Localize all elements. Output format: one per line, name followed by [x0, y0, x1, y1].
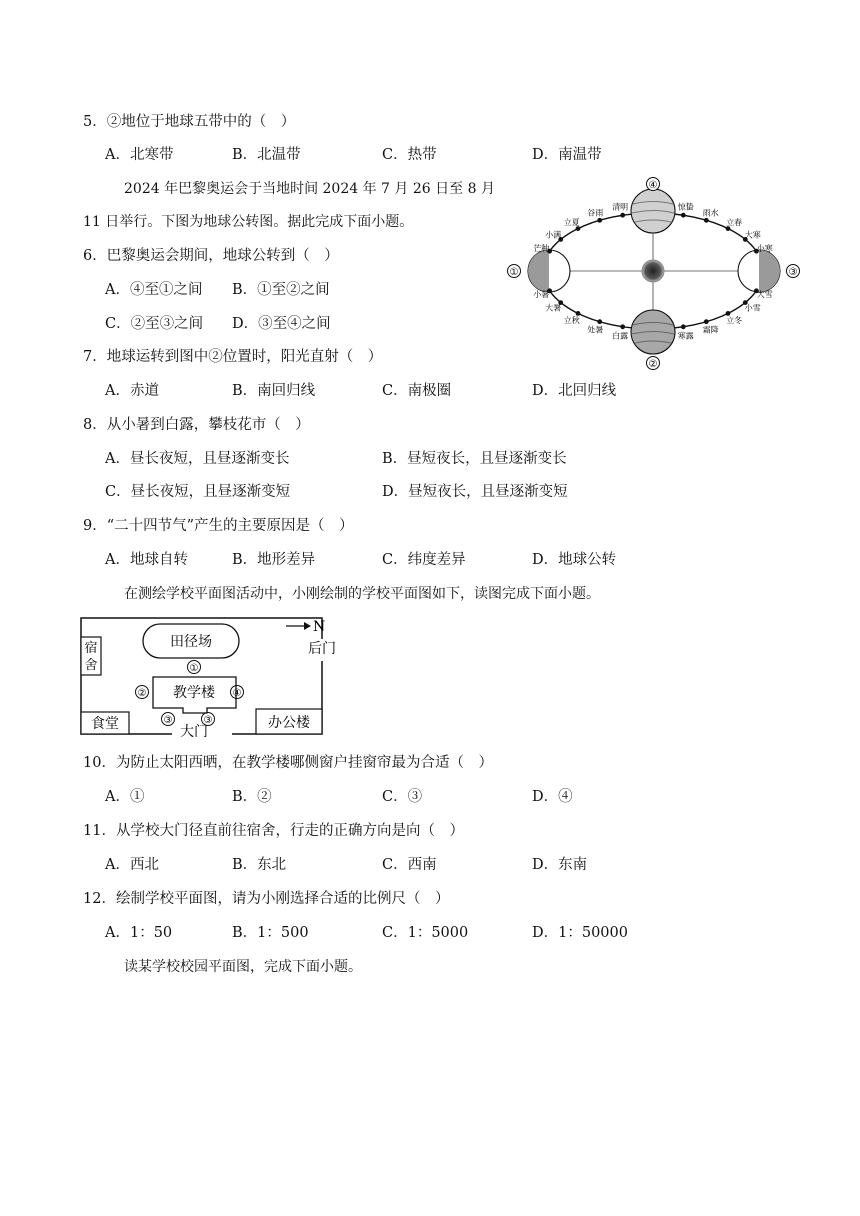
q7-option-a: A．赤道 — [105, 383, 159, 399]
intro-2: 在测绘学校平面图活动中，小刚绘制的学校平面图如下，读图完成下面小题。 — [124, 586, 600, 602]
q5-option-d: D．南温带 — [532, 147, 602, 163]
question-5: 5．②地位于地球五带中的（ ） — [83, 114, 296, 130]
q7-option-d: D．北回归线 — [532, 383, 617, 399]
q11-option-a: A．西北 — [105, 857, 159, 873]
solar-term-label: 立秋 — [563, 316, 580, 325]
dorm-label-2: 舍 — [84, 658, 98, 673]
solar-term-dot — [681, 324, 686, 329]
q8-option-d: D．昼短夜长，且昼逐渐变短 — [382, 484, 568, 500]
q7-option-b: B．南回归线 — [232, 383, 316, 399]
q9-option-b: B．地形差异 — [232, 552, 316, 568]
q6-option-c: C．②至③之间 — [105, 316, 204, 332]
q5-option-b: B．北温带 — [232, 147, 301, 163]
solar-term-dot — [704, 218, 709, 223]
intro-3: 读某学校校园平面图，完成下面小题。 — [124, 959, 362, 975]
q11-option-c: C．西南 — [382, 857, 437, 873]
intro-1-line-1: 2024 年巴黎奥运会于当地时间 2024 年 7 月 26 日至 8 月 — [124, 181, 495, 197]
orbit-label-2: ② — [648, 359, 658, 370]
earth-orbit-figure — [500, 172, 805, 372]
back-gate-label: 后门 — [308, 641, 336, 657]
marker-3b: ③ — [203, 715, 213, 726]
q12-option-b: B．1：500 — [232, 925, 309, 941]
q7-option-c: C．南极圈 — [382, 383, 452, 399]
q10-option-c: C．③ — [382, 789, 423, 805]
solar-term-dot — [620, 324, 625, 329]
solar-term-label: 雨水 — [702, 208, 719, 218]
marker-2: ② — [137, 688, 147, 699]
marker-4: ④ — [232, 688, 242, 699]
solar-term-label: 小暑 — [533, 289, 550, 299]
solar-term-label: 立春 — [726, 218, 743, 227]
question-6: 6．巴黎奥运会期间，地球公转到（ ） — [83, 248, 339, 264]
solar-term-dot — [620, 213, 625, 218]
solar-term-dot — [597, 218, 602, 223]
intro-1-line-2: 11 日举行。下图为地球公转图。据此完成下面小题。 — [83, 214, 414, 230]
solar-term-label: 处暑 — [587, 325, 604, 335]
north-arrow-head — [304, 622, 311, 630]
q8-option-a: A．昼长夜短，且昼逐渐变长 — [105, 451, 290, 467]
solar-term-label: 谷雨 — [587, 208, 604, 218]
solar-term-dot — [597, 319, 602, 324]
q8-option-c: C．昼长夜短，且昼逐渐变短 — [105, 484, 291, 500]
question-9: 9．“二十四节气”产生的主要原因是（ ） — [83, 518, 354, 534]
q11-option-b: B．东北 — [232, 857, 287, 873]
q11-option-d: D．东南 — [532, 857, 588, 873]
solar-term-label: 霜降 — [702, 325, 719, 335]
q6-option-a: A．④至①之间 — [105, 282, 203, 298]
canteen-label: 食堂 — [91, 716, 119, 732]
solar-term-label: 小满 — [545, 230, 562, 240]
question-8: 8．从小暑到白露，攀枝花市（ ） — [83, 417, 310, 433]
solar-term-label: 立冬 — [726, 316, 743, 325]
teaching-label: 教学楼 — [173, 685, 215, 701]
office-label: 办公楼 — [268, 715, 310, 731]
earth-position-1 — [528, 250, 570, 292]
solar-term-dot — [681, 213, 686, 218]
solar-term-label: 立夏 — [563, 218, 580, 227]
earth-position-3 — [738, 250, 780, 292]
q5-option-a: A．北寒带 — [105, 147, 174, 163]
solar-term-label: 大寒 — [744, 230, 761, 240]
orbit-label-4: ④ — [648, 180, 658, 191]
earth-position-2 — [631, 310, 675, 354]
marker-3a: ③ — [163, 715, 173, 726]
field-label: 田径场 — [170, 634, 212, 650]
q12-option-a: A．1：50 — [105, 925, 173, 941]
q10-option-a: A．① — [105, 789, 145, 805]
q9-option-d: D．地球公转 — [532, 552, 617, 568]
solar-term-label: 清明 — [612, 202, 629, 212]
q12-option-d: D．1：50000 — [532, 925, 628, 941]
solar-term-label: 大雪 — [756, 289, 773, 299]
solar-term-dot — [704, 319, 709, 324]
school-plan-figure — [80, 613, 342, 737]
question-10: 10．为防止太阳西晒，在教学楼哪侧窗户挂窗帘最为合适（ ） — [83, 755, 493, 771]
solar-term-label: 大暑 — [545, 303, 562, 313]
solar-term-label: 寒露 — [677, 331, 694, 341]
earth-position-4 — [631, 189, 675, 233]
q8-option-b: B．昼短夜长，且昼逐渐变长 — [382, 451, 567, 467]
dorm-label-1: 宿 — [84, 641, 98, 656]
solar-term-label: 小寒 — [756, 244, 773, 254]
solar-term-label: 惊蛰 — [677, 202, 694, 212]
q9-option-c: C．纬度差异 — [382, 552, 466, 568]
orbit-label-1: ① — [509, 267, 519, 278]
marker-1: ① — [189, 663, 199, 674]
question-11: 11．从学校大门径直前往宿舍，行走的正确方向是向（ ） — [83, 823, 464, 839]
q9-option-a: A．地球自转 — [105, 552, 188, 568]
q12-option-c: C．1：5000 — [382, 925, 469, 941]
orbit-label-3: ③ — [788, 267, 798, 278]
q6-option-b: B．①至②之间 — [232, 282, 330, 298]
solar-term-label: 芒种 — [533, 244, 550, 254]
q10-option-b: B．② — [232, 789, 272, 805]
q6-option-d: D．③至④之间 — [232, 316, 331, 332]
question-12: 12．绘制学校平面图，请为小刚选择合适的比例尺（ ） — [83, 891, 450, 907]
solar-term-label: 白露 — [612, 331, 629, 341]
sun — [642, 260, 664, 282]
solar-term-label: 小雪 — [744, 303, 761, 313]
q10-option-d: D．④ — [532, 789, 573, 805]
north-label: N — [313, 619, 326, 635]
q5-option-c: C．热带 — [382, 147, 437, 163]
question-7: 7．地球运转到图中②位置时，阳光直射（ ） — [83, 349, 383, 365]
main-gate-label: 大门 — [180, 724, 208, 737]
